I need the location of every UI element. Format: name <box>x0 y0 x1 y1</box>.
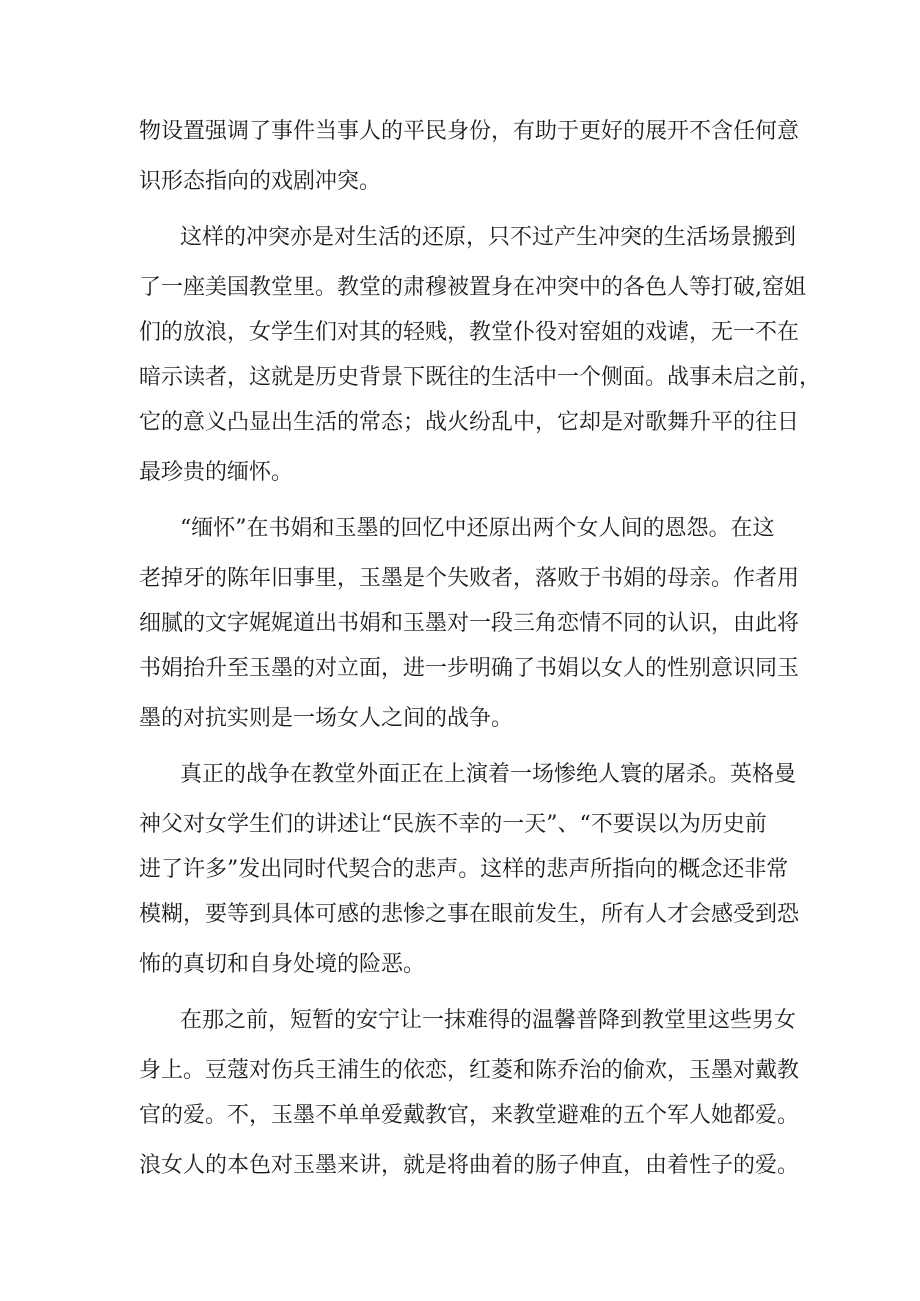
text-line: 暗示读者，这就是历史背景下既往的生活中一个侧面。战事未启之前， <box>139 365 822 390</box>
text-line: 神父对女学生们的讲述让“民族不幸的一天”、“不要误以为历史前 <box>139 812 767 837</box>
text-line: 书娟抬升至玉墨的对立面，进一步明确了书娟以女人的性别意识同玉 <box>139 656 800 681</box>
text-line: 浪女人的本色对玉墨来讲，就是将曲着的肠子伸直，由着性子的爱。 <box>139 1153 800 1178</box>
text-line: 墨的对抗实则是一场女人之间的战争。 <box>139 706 514 731</box>
text-line: 它的意义凸显出生活的常态；战火纷乱中，它却是对歌舞升平的往日 <box>139 410 800 435</box>
text-line: 识形态指向的戏剧冲突。 <box>139 169 382 194</box>
text-line: 身上。豆蔻对伤兵王浦生的依恋，红菱和陈乔治的偷欢，玉墨对戴教 <box>139 1058 800 1083</box>
text-line: 细腻的文字娓娓道出书娟和玉墨对一段三角恋情不同的认识，由此将 <box>139 611 800 636</box>
text-line: 们的放浪，女学生们对其的轻贱，教堂仆役对窑姐的戏谑，无一不在 <box>139 320 800 345</box>
text-line: 怖的真切和自身处境的险恶。 <box>139 952 426 977</box>
text-line: 这样的冲突亦是对生活的还原，只不过产生冲突的生活场景搬到 <box>180 225 797 250</box>
text-line: 在那之前，短暂的安宁让一抹难得的温馨普降到教堂里这些男女 <box>180 1008 797 1033</box>
text-line: 模糊，要等到具体可感的悲惨之事在眼前发生，所有人才会感受到恐 <box>139 902 800 927</box>
text-line: 官的爱。不，玉墨不单单爱戴教官，来教堂避难的五个军人她都爱。 <box>139 1103 800 1128</box>
text-line: 物设置强调了事件当事人的平民身份，有助于更好的展开不含任何意 <box>139 119 800 144</box>
text-line: 真正的战争在教堂外面正在上演着一场惨绝人寰的屠杀。英格曼 <box>180 762 797 787</box>
text-line: 了一座美国教堂里。教堂的肃穆被置身在冲突中的各色人等打破,窑姐 <box>139 275 806 300</box>
text-line: “缅怀”在书娟和玉墨的回忆中还原出两个女人间的恩怨。在这 <box>180 516 775 541</box>
text-line: 进了许多”发出同时代契合的悲声。这样的悲声所指向的概念还非常 <box>139 857 789 882</box>
text-line: 最珍贵的缅怀。 <box>139 460 294 485</box>
text-line: 老掉牙的陈年旧事里，玉墨是个失败者，落败于书娟的母亲。作者用 <box>139 566 800 591</box>
